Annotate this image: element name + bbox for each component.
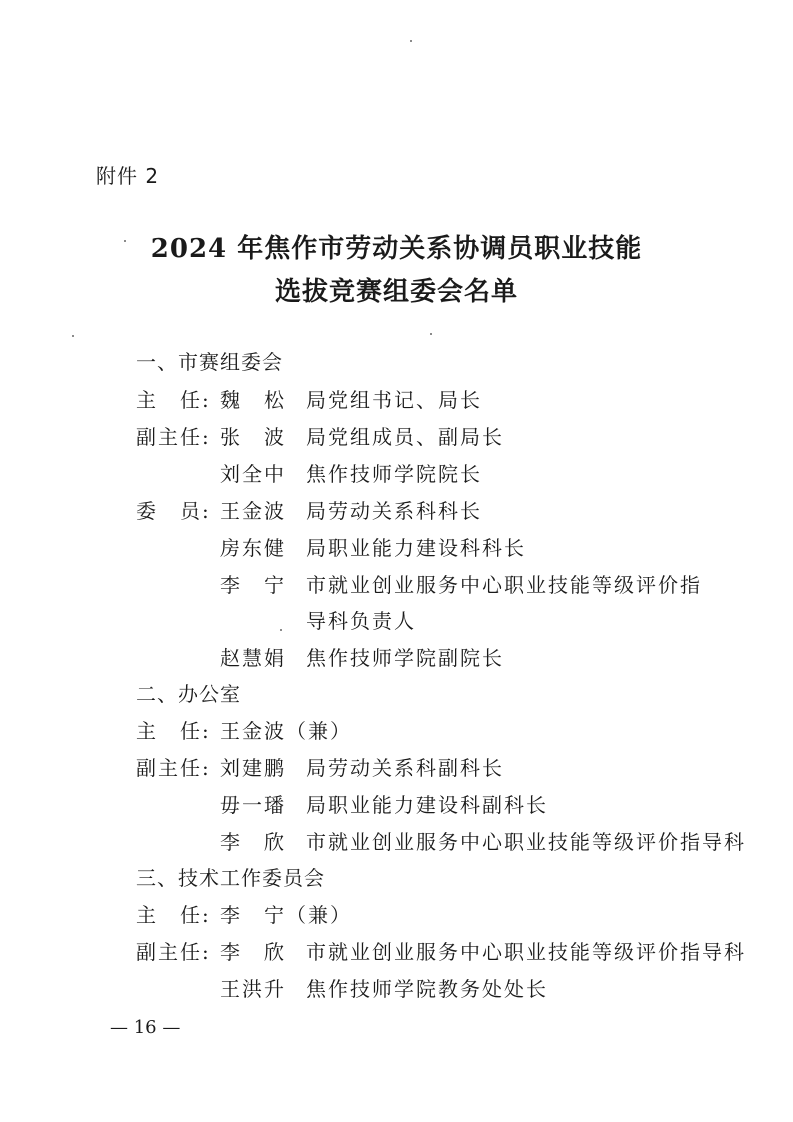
role-label: 副主任: — [136, 425, 211, 449]
scan-speck — [72, 335, 74, 337]
committee-row — [0, 495, 793, 525]
member-title: 局职业能力建设科副科长 — [306, 793, 548, 817]
committee-row — [0, 715, 793, 745]
committee-row — [0, 899, 793, 929]
member-title: 局职业能力建设科科长 — [306, 536, 526, 560]
committee-row — [0, 384, 793, 414]
section-heading-office: 二、办公室 — [136, 682, 241, 706]
committee-row — [0, 569, 793, 599]
member-name: 王金波（兼） — [220, 719, 352, 743]
committee-row — [0, 936, 793, 966]
member-title: 焦作技师学院教务处处长 — [306, 977, 548, 1001]
document-title-line-2: 选拔竞赛组委会名单 — [274, 277, 518, 307]
role-label: 副主任: — [136, 756, 211, 780]
member-name: 张 波 — [220, 425, 286, 449]
member-title: 局劳动关系科科长 — [306, 499, 482, 523]
committee-row — [0, 642, 793, 672]
member-title: 局党组成员、副局长 — [306, 425, 504, 449]
member-name: 王洪升 — [220, 977, 286, 1001]
member-name: 刘全中 — [220, 462, 286, 486]
member-title: 焦作技师学院副院长 — [306, 646, 504, 670]
section-heading-technical-committee: 三、技术工作委员会 — [136, 866, 325, 890]
member-name: 李 宁 — [220, 573, 286, 597]
scan-speck — [410, 40, 412, 42]
section-heading-organizing-committee: 一、市赛组委会 — [136, 350, 283, 374]
member-title: 局党组书记、局长 — [306, 388, 482, 412]
scan-speck — [430, 333, 432, 335]
committee-row — [0, 826, 793, 856]
member-title: 市就业创业服务中心职业技能等级评价指 — [306, 573, 702, 597]
role-label: 主 任: — [136, 719, 211, 743]
member-name: 王金波 — [220, 499, 286, 523]
member-name: 李 欣 — [220, 940, 286, 964]
scan-speck — [124, 240, 126, 242]
member-name: 刘建鹏 — [220, 756, 286, 780]
role-label: 委 员: — [136, 499, 211, 523]
member-name: 魏 松 — [220, 388, 286, 412]
member-name: 房东健 — [220, 536, 286, 560]
member-title: 局劳动关系科副科长 — [306, 756, 504, 780]
role-label: 主 任: — [136, 388, 211, 412]
member-name: 赵慧娟 — [220, 646, 286, 670]
role-label: 主 任: — [136, 903, 211, 927]
committee-row — [0, 421, 793, 451]
member-title: 市就业创业服务中心职业技能等级评价指导科 — [306, 830, 746, 854]
committee-row — [0, 789, 793, 819]
committee-row-continuation — [0, 605, 793, 635]
scan-speck — [280, 629, 282, 631]
member-name: 李 宁（兼） — [220, 903, 352, 927]
committee-row — [0, 532, 793, 562]
document-title-line-1: 2024 年焦作市劳动关系协调员职业技能 — [150, 234, 643, 264]
member-title: 市就业创业服务中心职业技能等级评价指导科 — [306, 940, 746, 964]
committee-row — [0, 458, 793, 488]
member-name: 毋一璠 — [220, 793, 286, 817]
member-title: 焦作技师学院院长 — [306, 462, 482, 486]
attachment-label: 附件 2 — [96, 164, 160, 188]
member-name: 李 欣 — [220, 830, 286, 854]
role-label: 副主任: — [136, 940, 211, 964]
page-number: — 16 — — [110, 1017, 181, 1038]
committee-row — [0, 973, 793, 1003]
committee-row — [0, 752, 793, 782]
member-title: 导科负责人 — [306, 609, 416, 633]
